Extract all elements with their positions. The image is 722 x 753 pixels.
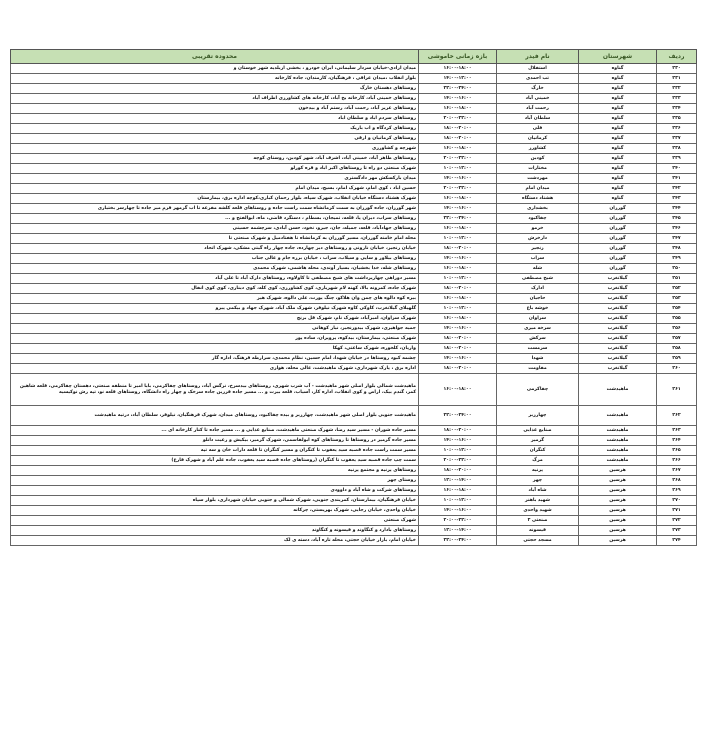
row-number-cell: ۲۳۳ — [657, 94, 697, 104]
area-cell: مسیر دوراهی چهاربرداشت های شیخ مصطفی تا کاولاوه، روستاهای دارک آباد تا علی آباد — [11, 274, 419, 284]
city-cell: گیلانغرب — [579, 334, 657, 344]
time-window-cell: ۱۴:۰۰-۱۲:۰۰ — [419, 74, 497, 84]
city-cell: هرسین — [579, 506, 657, 516]
feeder-cell: شهید واحدی — [497, 506, 579, 516]
row-number-cell: ۲۶۴ — [657, 436, 697, 446]
city-cell: گیلانغرب — [579, 344, 657, 354]
table-row — [11, 284, 697, 294]
table-row — [11, 344, 697, 354]
feeder-cell: سرکش — [497, 334, 579, 344]
city-cell: گناوه — [579, 84, 657, 94]
outage-table — [10, 49, 697, 546]
area-cell: سمت چپ جاده قصبه سید یعقوب تا کنگران (روستاهای جاده قصبه سید یعقوب، جاده علم آباد و شهرک فارغ) — [11, 456, 419, 466]
time-window-cell: ۱۸:۰۰-۲۰:۰۰ — [419, 426, 497, 436]
table-row — [11, 486, 697, 496]
table-row — [11, 446, 697, 456]
time-window-cell: ۲۰:۰۰-۲۲:۰۰ — [419, 184, 497, 194]
table-row — [11, 324, 697, 334]
table-row — [11, 214, 697, 224]
time-window-cell: ۱۶:۰۰-۱۸:۰۰ — [419, 294, 497, 304]
area-cell: روستاهای عزیز آباد، رحمت آباد، رستم آباد و بیدخون — [11, 104, 419, 114]
row-number-cell: ۲۳۹ — [657, 154, 697, 164]
city-cell: ماهیدشت — [579, 406, 657, 426]
area-cell: روستاهای شله، خدا بخشیان، بسیار آوندی، محله هاشمی، شهرک محمدی — [11, 264, 419, 274]
city-cell: گناوه — [579, 174, 657, 184]
time-window-cell: ۱۸:۰۰-۲۰:۰۰ — [419, 134, 497, 144]
row-number-cell: ۲۵۵ — [657, 314, 697, 324]
row-number-cell: ۲۷۱ — [657, 506, 697, 516]
table-row — [11, 314, 697, 324]
area-cell: حسین اباد ، کوی امام، شهرک امام، بسیج، میدان امام — [11, 184, 419, 194]
row-number-cell: ۲۳۶ — [657, 124, 697, 134]
time-window-cell: ۱۰:۰۰-۱۲:۰۰ — [419, 496, 497, 506]
row-number-cell: ۲۵۶ — [657, 324, 697, 334]
city-cell: گیلانغرب — [579, 304, 657, 314]
city-cell: گیلانغرب — [579, 354, 657, 364]
city-cell: گیلانغرب — [579, 364, 657, 374]
feeder-cell: حاجیان — [497, 294, 579, 304]
feeder-cell: دارخرش — [497, 234, 579, 244]
area-cell: خیابان فرهنگیان، بیمارستان، کمربندی جنوبی، شهرک شمالی و جنوبی خیابان شهرداری، بلوار سپاه — [11, 496, 419, 506]
table-row — [11, 526, 697, 536]
feeder-cell: مرگ — [497, 456, 579, 466]
area-cell: روستاهای طاهر آباد، خمینی آباد، اشرف آباد، شهر کودین، روستای کوچه — [11, 154, 419, 164]
time-window-cell: ۱۶:۰۰-۱۸:۰۰ — [419, 264, 497, 274]
table-row — [11, 436, 697, 446]
table-row — [11, 254, 697, 264]
feeder-cell: مسجد حجتی — [497, 536, 579, 546]
time-window-cell: ۱۴:۰۰-۱۶:۰۰ — [419, 204, 497, 214]
area-cell: بلوار انقلاب ،میدان عراقی ، فرهنگیان، کارمندان، جاده کارخانه — [11, 74, 419, 84]
city-cell: ماهیدشت — [579, 436, 657, 446]
feeder-cell: هشتاد دستگاه — [497, 194, 579, 204]
area-cell: شهرک صنعتی، بیمارستان، بیدکوه، پرویزان، ساده پور — [11, 334, 419, 344]
area-cell: شهرک جاده، کمرونه بالا، کهنه لام شهریاری، کوی کشاورزی، کوی کله، کوی دیناری، کوی کوی انفال — [11, 284, 419, 294]
feeder-cell: چقاکرمی — [497, 374, 579, 406]
area-cell: مسیر جاده گرمیز در روستاها تا روستاهای کوه ابولقاسمی، شهرک گرمیز، بیکیش و رعیت دانلو — [11, 436, 419, 446]
feeder-cell: شهید باهنر — [497, 496, 579, 506]
area-cell: چشمه کبود روستاها در خیابان شهدا، امام حسین، نظام محمدی، سرارطه فرهنگ، اداره گاز — [11, 354, 419, 364]
time-window-cell: ۱۸:۰۰-۲۰:۰۰ — [419, 344, 497, 354]
table-row — [11, 536, 697, 546]
row-number-cell: ۲۴۹ — [657, 254, 697, 264]
time-window-cell: ۱۸:۰۰-۲۰:۰۰ — [419, 334, 497, 344]
city-cell: گیلانغرب — [579, 314, 657, 324]
city-cell: گناوه — [579, 64, 657, 74]
time-window-cell: ۱۶:۰۰-۱۸:۰۰ — [419, 314, 497, 324]
area-cell: شهر گورزان، جاده گورزان به سمت کرمانشاه سمت راست جاده و روستاهای قلعه کلشه مقرعه تا اب گرمهر فرم میر جاده تا چهارسر بختیاری — [11, 204, 419, 214]
row-number-cell: ۲۴۶ — [657, 224, 697, 234]
row-number-cell: ۲۵۲ — [657, 284, 697, 294]
area-cell: بیره کوه دالوه های چمن وان هلاکو، چنگ یورت، علی دالوه، شهرک هیز — [11, 294, 419, 304]
time-window-cell: ۱۰:۰۰-۱۲:۰۰ — [419, 304, 497, 314]
row-number-cell: ۲۵۹ — [657, 354, 697, 364]
row-number-cell: ۲۷۰ — [657, 496, 697, 506]
row-number-cell: ۲۳۸ — [657, 144, 697, 154]
city-cell: هرسین — [579, 536, 657, 546]
row-number-cell: ۲۵۰ — [657, 264, 697, 274]
row-number-cell: ۲۷۳ — [657, 526, 697, 536]
feeder-cell: مختارات — [497, 164, 579, 174]
area-cell: روستاهای پرنیه و مجتمع پرنیه — [11, 466, 419, 476]
area-cell: میدان ازادی-خیابان سردار سلیمانی، ایران خودرو ، بخشی ازبلدیه شهر خوستان و — [11, 64, 419, 74]
row-number-cell: ۲۴۱ — [657, 174, 697, 184]
city-cell: ماهیدشت — [579, 456, 657, 466]
table-row — [11, 134, 697, 144]
feeder-cell: مهردشت — [497, 174, 579, 184]
row-number-cell: ۲۶۳ — [657, 426, 697, 436]
area-cell: ماهیدشت جنوبی بلوار اصلی شهر ماهیدشت، چهارزبر و بیده چقاکبود، روستاهای میدان، شهرک فرهنگیان، نیلوفر، سلطان آباد، درتیه ماهیدشت — [11, 406, 419, 426]
area-cell: روستاهای بادارد و کنگاوند و فیسونه و کنگاوند — [11, 526, 419, 536]
table-row — [11, 84, 697, 94]
feeder-cell: فلی — [497, 124, 579, 134]
table-row — [11, 154, 697, 164]
row-number-cell: ۲۵۳ — [657, 294, 697, 304]
table-row — [11, 144, 697, 154]
area-cell: شهرچه و کشاورزی — [11, 144, 419, 154]
row-number-cell: ۲۳۵ — [657, 114, 697, 124]
table-row — [11, 264, 697, 274]
area-cell: روستاهای خمینی آباد، کارخانه یخ آباد، کارخانه های کشاورزی اطراف آباد — [11, 94, 419, 104]
feeder-cell: خرمو — [497, 224, 579, 234]
table-row — [11, 164, 697, 174]
city-cell: گناوه — [579, 124, 657, 134]
row-number-cell: ۲۵۱ — [657, 274, 697, 284]
area-cell: خیابان زنجیر، خیابان نارونی و روستاهای دیر چهارده، جاده چهار راه گیتی مشکی، شهرک اتحاد — [11, 244, 419, 254]
city-cell: گناوه — [579, 194, 657, 204]
table-row — [11, 124, 697, 134]
feeder-cell: کشاورز — [497, 144, 579, 154]
city-cell: گیلانغرب — [579, 274, 657, 284]
city-cell: گورزان — [579, 264, 657, 274]
city-cell: گناوه — [579, 144, 657, 154]
feeder-cell: سراب — [497, 254, 579, 264]
city-cell: گناوه — [579, 134, 657, 144]
row-number-cell: ۲۴۷ — [657, 234, 697, 244]
header-city: شهرستان — [579, 50, 657, 64]
city-cell: گناوه — [579, 164, 657, 174]
area-cell: میدان بارکسکش مهر دادگستری — [11, 174, 419, 184]
row-number-cell: ۲۶۶ — [657, 456, 697, 466]
feeder-cell: میدان امام — [497, 184, 579, 194]
table-row — [11, 174, 697, 184]
feeder-cell: کودین — [497, 154, 579, 164]
table-row — [11, 406, 697, 426]
row-number-cell: ۲۶۱ — [657, 374, 697, 406]
city-cell: گناوه — [579, 74, 657, 84]
time-window-cell: ۲۲:۰۰-۲۴:۰۰ — [419, 84, 497, 94]
area-cell: خیابان واحدی، خیابان رجایی، شهرک بهزیستی، چرکانه — [11, 506, 419, 516]
city-cell: گورزان — [579, 204, 657, 214]
feeder-cell: چقاکبود — [497, 214, 579, 224]
city-cell: گناوه — [579, 94, 657, 104]
row-number-cell: ۲۳۱ — [657, 74, 697, 84]
area-cell: ماهیدشت شمالی بلوار اصلی شهر ماهیدشت - آب شرب شهری، روستاهای بیدسرخ، نرگس آباد، روستاهای چقاکرمی، بابا امیر تا منطقه صنعتی، دهستان چقاکرمی، قلعه شاهین کمر، گندم بیک، اراض و کوی انقلاب، اداره کار، آسیاب، قلعه بیرت و ... مسیر جاده فرزین جاده سرخک و چهار راه دانشگاه، روستاهای قلعه نو، تپه رش نوکیسیه — [11, 374, 419, 406]
area-cell: روستای چهر — [11, 476, 419, 486]
city-cell: گورزان — [579, 214, 657, 224]
table-row — [11, 516, 697, 526]
time-window-cell: ۲۰:۰۰-۲۲:۰۰ — [419, 456, 497, 466]
area-cell: روستاهای کرمانیان و ارقی — [11, 134, 419, 144]
table-row — [11, 354, 697, 364]
time-window-cell: ۲۰:۰۰-۲۲:۰۰ — [419, 154, 497, 164]
row-number-cell: ۲۴۳ — [657, 194, 697, 204]
city-cell: گورزان — [579, 244, 657, 254]
city-cell: گیلانغرب — [579, 324, 657, 334]
time-window-cell: ۲۰:۰۰-۲۲:۰۰ — [419, 114, 497, 124]
feeder-cell: گرمیز — [497, 436, 579, 446]
city-cell: گناوه — [579, 114, 657, 124]
row-number-cell: ۲۴۸ — [657, 244, 697, 254]
time-window-cell: ۱۴:۰۰-۱۶:۰۰ — [419, 324, 497, 334]
area-cell: شهرک سراوان، امیرآباد، شهرک نام، شهرک قل برنج — [11, 314, 419, 324]
table-row — [11, 426, 697, 436]
table-row — [11, 466, 697, 476]
row-number-cell: ۲۵۷ — [657, 334, 697, 344]
row-number-cell: ۲۷۲ — [657, 516, 697, 526]
time-window-cell: ۱۴:۰۰-۱۶:۰۰ — [419, 174, 497, 184]
time-window-cell: ۱۴:۰۰-۱۶:۰۰ — [419, 254, 497, 264]
header-row — [11, 50, 697, 64]
city-cell: ماهیدشت — [579, 374, 657, 406]
row-number-cell: ۲۶۵ — [657, 446, 697, 456]
feeder-cell: کنگران — [497, 446, 579, 456]
time-window-cell: ۱۰:۰۰-۱۲:۰۰ — [419, 274, 497, 284]
time-window-cell: ۲۲:۰۰-۲۴:۰۰ — [419, 406, 497, 426]
feeder-cell: خوشه باغ — [497, 304, 579, 314]
city-cell: هرسین — [579, 526, 657, 536]
city-cell: هرسین — [579, 516, 657, 526]
feeder-cell: شاه آباد — [497, 486, 579, 496]
time-window-cell: ۱۴:۰۰-۱۶:۰۰ — [419, 94, 497, 104]
time-window-cell: ۲۲:۰۰-۲۴:۰۰ — [419, 536, 497, 546]
feeder-cell: فیسونه — [497, 526, 579, 536]
area-cell: مسیر جاده شوران - مسیر سید رضا، شهرک صنعتی ماهیدشت، صنایع غذایی و ... مسیر جاده تا کنار کارخانه ای ... — [11, 426, 419, 436]
area-cell: روستاهای شرکت و شاه آباد و داوودی — [11, 486, 419, 496]
area-cell: روستاهای دهستان خارگ — [11, 84, 419, 94]
city-cell: گیلانغرب — [579, 284, 657, 294]
row-number-cell: ۲۴۲ — [657, 184, 697, 194]
area-cell: روستاهای جهادآباد، قلعه، جمیله، جان، جیرو، نخود، حسن آبادی، سرچشمه حسینی — [11, 224, 419, 234]
feeder-cell: پرنیه — [497, 466, 579, 476]
feeder-cell: چهر — [497, 476, 579, 486]
time-window-cell: ۱۸:۰۰-۲۰:۰۰ — [419, 364, 497, 374]
city-cell: گناوه — [579, 184, 657, 194]
time-window-cell: ۱۴:۰۰-۱۶:۰۰ — [419, 506, 497, 516]
table-row — [11, 234, 697, 244]
table-row — [11, 334, 697, 344]
time-window-cell: ۱۶:۰۰-۱۸:۰۰ — [419, 104, 497, 114]
time-window-cell: ۱۸:۰۰-۲۰:۰۰ — [419, 284, 497, 294]
city-cell: گورزان — [579, 224, 657, 234]
row-number-cell: ۲۳۰ — [657, 64, 697, 74]
time-window-cell: ۱۸:۰۰-۲۰:۰۰ — [419, 124, 497, 134]
outage-schedule-sheet — [10, 49, 696, 546]
row-number-cell: ۲۳۷ — [657, 134, 697, 144]
city-cell: ماهیدشت — [579, 446, 657, 456]
time-window-cell: ۱۰:۰۰-۱۲:۰۰ — [419, 446, 497, 456]
area-cell: جمیه جواهیری، شهرک بیدوزنجیر، نیاز کوهانی — [11, 324, 419, 334]
table-row — [11, 224, 697, 234]
time-window-cell: ۱۲:۰۰-۱۴:۰۰ — [419, 476, 497, 486]
feeder-cell: شله — [497, 264, 579, 274]
area-cell: شهرک هشتاد دستگاه خیابان انقلاب، شهرک سپاه، بلوار رحمان کباری،کوچه اداره برق، بیمارستان — [11, 194, 419, 204]
feeder-cell: سرخه میری — [497, 324, 579, 334]
table-row — [11, 294, 697, 304]
feeder-cell: تب احمدی — [497, 74, 579, 84]
area-cell: گلهیلای گیلانغرب، کاوکی کاوه شهرک نیلوفر، شهرک ملک آباد، شهرک جهاد و بیکمی پیرو — [11, 304, 419, 314]
table-row — [11, 64, 697, 74]
area-cell: شهرک صنعتی دو راه تا روستاهای اکبر اباد و قره کورلو — [11, 164, 419, 174]
table-row — [11, 456, 697, 466]
table-row — [11, 204, 697, 214]
feeder-cell: سلطان آباد — [497, 114, 579, 124]
city-cell: هرسین — [579, 476, 657, 486]
table-row — [11, 194, 697, 204]
city-cell: گورزان — [579, 234, 657, 244]
row-number-cell: ۲۶۰ — [657, 364, 697, 374]
row-number-cell: ۲۶۷ — [657, 466, 697, 476]
time-window-cell: ۱۶:۰۰-۱۸:۰۰ — [419, 64, 497, 74]
feeder-cell: صنایع غذایی — [497, 426, 579, 436]
time-window-cell: ۱۴:۰۰-۱۶:۰۰ — [419, 354, 497, 364]
time-window-cell: ۲۰:۰۰-۲۲:۰۰ — [419, 516, 497, 526]
time-window-cell: ۱۲:۰۰-۱۴:۰۰ — [419, 526, 497, 536]
time-window-cell: ۱۰:۰۰-۱۲:۰۰ — [419, 164, 497, 174]
city-cell: گورزان — [579, 254, 657, 264]
city-cell: هرسین — [579, 466, 657, 476]
feeder-cell: زنجیر — [497, 244, 579, 254]
feeder-cell: بخشداری — [497, 204, 579, 214]
row-number-cell: ۲۴۵ — [657, 214, 697, 224]
row-number-cell: ۲۶۸ — [657, 476, 697, 486]
table-row — [11, 496, 697, 506]
header-time-window: بازه زمانی خاموشی — [419, 50, 497, 64]
time-window-cell: ۱۶:۰۰-۱۸:۰۰ — [419, 486, 497, 496]
time-window-cell: ۱۶:۰۰-۱۸:۰۰ — [419, 144, 497, 154]
city-cell: گناوه — [579, 154, 657, 164]
city-cell: هرسین — [579, 486, 657, 496]
table-row — [11, 506, 697, 516]
table-row — [11, 304, 697, 314]
table-row — [11, 104, 697, 114]
area-cell: خیابان امام، بازار خیابان حجتی، محله تازه آباد، دسته ی لک — [11, 536, 419, 546]
feeder-cell: صنعتی ۲ — [497, 516, 579, 526]
city-cell: ماهیدشت — [579, 426, 657, 436]
feeder-cell: کرمانیان — [497, 134, 579, 144]
row-number-cell: ۲۳۴ — [657, 104, 697, 114]
feeder-cell: رحمت آباد — [497, 104, 579, 114]
feeder-cell: سراوان — [497, 314, 579, 324]
area-cell: روستاهای سردم اباد و سلطان اباد — [11, 114, 419, 124]
city-cell: هرسین — [579, 496, 657, 506]
feeder-cell: مقاومت — [497, 364, 579, 374]
time-window-cell: ۱۴:۰۰-۱۶:۰۰ — [419, 436, 497, 446]
time-window-cell: ۲۲:۰۰-۲۴:۰۰ — [419, 214, 497, 224]
table-row — [11, 244, 697, 254]
table-row — [11, 274, 697, 284]
area-cell: روستاهای بیلاور و ساپی و سیلاب، سراب ، خیابان برزه جام و عالی جناب — [11, 254, 419, 264]
city-cell: گناوه — [579, 104, 657, 114]
feeder-cell: استقلال — [497, 64, 579, 74]
table-row — [11, 184, 697, 194]
table-row — [11, 374, 697, 406]
row-number-cell: ۲۴۰ — [657, 164, 697, 174]
table-row — [11, 476, 697, 486]
header-row-number: ردیف — [657, 50, 697, 64]
time-window-cell: ۱۰:۰۰-۱۲:۰۰ — [419, 234, 497, 244]
feeder-cell: ادارک — [497, 284, 579, 294]
table-row — [11, 364, 697, 374]
area-cell: واریان، کلخوره، شهرک ساعتی، کهکا — [11, 344, 419, 354]
time-window-cell: ۱۶:۰۰-۱۸:۰۰ — [419, 374, 497, 406]
time-window-cell: ۱۶:۰۰-۱۸:۰۰ — [419, 224, 497, 234]
area-cell: روستاهای سراب، دیزان پا، قلعه، تمیجان، بسطام ، دستگرد قاضی، ماه، ابوالفتح و ... — [11, 214, 419, 224]
table-row — [11, 114, 697, 124]
time-window-cell: ۱۸:۰۰-۲۰:۰۰ — [419, 466, 497, 476]
table-row — [11, 94, 697, 104]
feeder-cell: سرمست — [497, 344, 579, 354]
area-cell: اداره برق ، پارک شهرداری، شهرک ماهیدشت، عالی محله، هوازی — [11, 364, 419, 374]
row-number-cell: ۲۵۴ — [657, 304, 697, 314]
time-window-cell: ۱۶:۰۰-۱۸:۰۰ — [419, 194, 497, 204]
row-number-cell: ۲۴۴ — [657, 204, 697, 214]
feeder-cell: خارگ — [497, 84, 579, 94]
row-number-cell: ۲۶۹ — [657, 486, 697, 496]
row-number-cell: ۲۶۲ — [657, 406, 697, 426]
row-number-cell: ۲۳۲ — [657, 84, 697, 94]
feeder-cell: شیخ مصطفی — [497, 274, 579, 284]
feeder-cell: شهدا — [497, 354, 579, 364]
row-number-cell: ۲۵۸ — [657, 344, 697, 354]
feeder-cell: چهارزبر — [497, 406, 579, 426]
area-cell: محله امام خامنه گورزان، مسیر گورزان به کرمانشاه تا هفتادمیل و شهرک صنعتی تا — [11, 234, 419, 244]
city-cell: گیلانغرب — [579, 294, 657, 304]
time-window-cell: ۱۸:۰۰-۲۰:۰۰ — [419, 244, 497, 254]
table-body — [11, 64, 697, 546]
row-number-cell: ۲۷۴ — [657, 536, 697, 546]
feeder-cell: خمینی آباد — [497, 94, 579, 104]
header-area: محدوده تقریبی — [11, 50, 419, 64]
area-cell: شهرک صنعتی — [11, 516, 419, 526]
area-cell: روستاهای کردگاه و اب باریک — [11, 124, 419, 134]
table-row — [11, 74, 697, 84]
area-cell: مسیر سمت راست جاده قصبه سید یعقوب تا کنگران و مسیر کنگران تا قلعه دارات خان و سه تپه — [11, 446, 419, 456]
header-feeder: نام فیدر — [497, 50, 579, 64]
